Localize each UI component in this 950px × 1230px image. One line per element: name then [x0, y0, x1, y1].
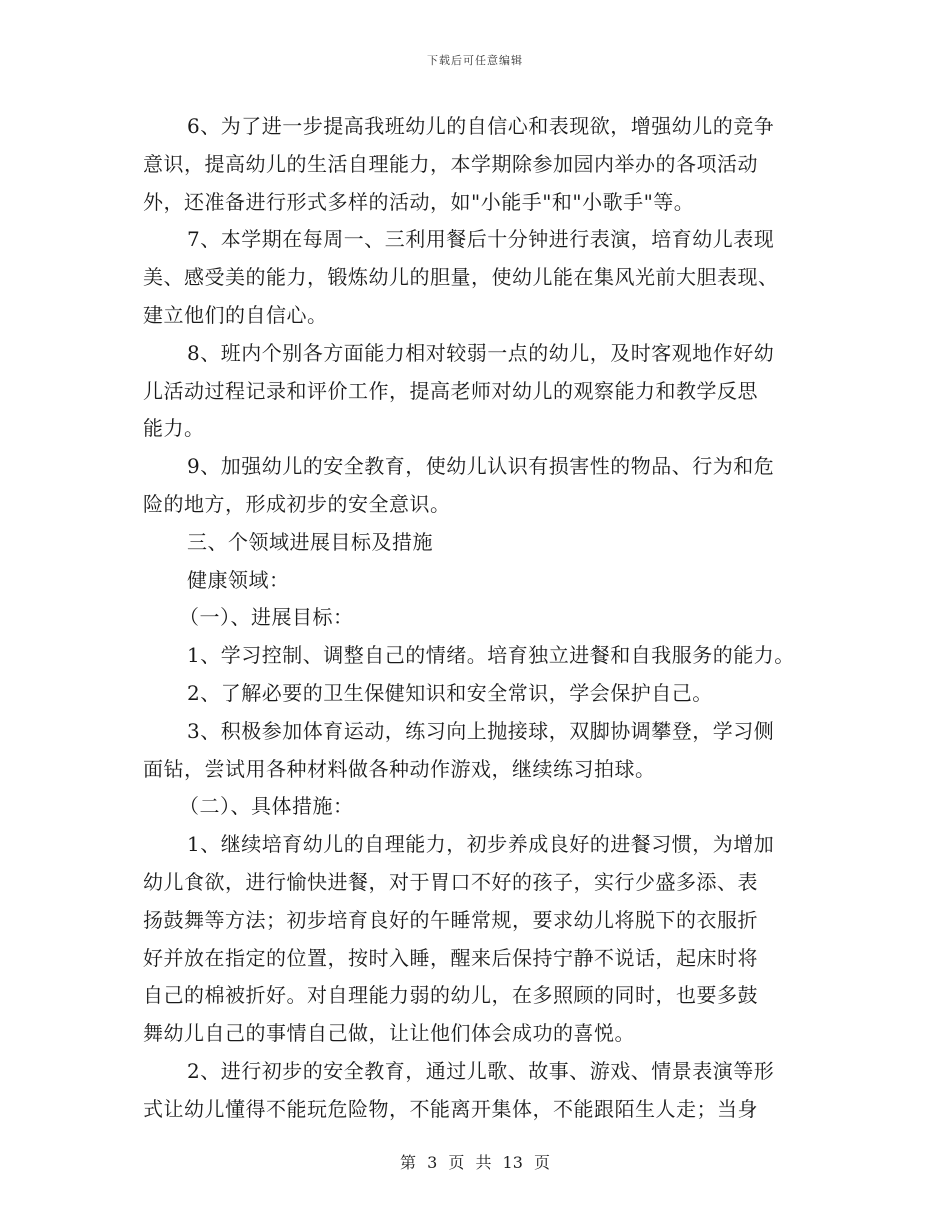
- text-line: 美、感受美的能力，锻炼幼儿的胆量，使幼儿能在集风光前大胆表现、: [143, 265, 779, 290]
- document-body: [143, 108, 823, 1129]
- text-line: （二）、具体措施：: [179, 794, 354, 819]
- text-line: 扬鼓舞等方法；初步培育良好的午睡常规，要求幼儿将脱下的衣服折: [143, 907, 758, 932]
- text-line: 儿活动过程记录和评价工作，提高老师对幼儿的观察能力和教学反思: [143, 378, 758, 403]
- text-line: 健康领域：: [187, 567, 290, 592]
- text-line: 险的地方，形成初步的安全意识。: [143, 491, 451, 516]
- text-line: 好并放在指定的位置，按时入睡，醒来后保持宁静不说话，起床时将: [143, 945, 758, 970]
- text-line: 能力。: [143, 416, 205, 441]
- text-line: 2、了解必要的卫生保健知识和安全常识，学会保护自己。: [187, 680, 713, 705]
- text-line: （一）、进展目标：: [179, 605, 354, 630]
- text-line: 6、为了进一步提高我班幼儿的自信心和表现欲，增强幼儿的竞争: [187, 114, 775, 138]
- text-line: 式让幼儿懂得不能玩危险物，不能离开集体，不能跟陌生人走；当身: [143, 1096, 758, 1121]
- text-line: 三、个领域进展目标及措施: [187, 529, 433, 554]
- text-line: 幼儿食欲，进行愉快进餐，对于胃口不好的孩子，实行少盛多添、表: [143, 869, 758, 894]
- text-line: 面钻，尝试用各种材料做各种动作游戏，继续练习拍球。: [143, 756, 656, 781]
- text-line: 舞幼儿自己的事情自己做，让让他们体会成功的喜悦。: [143, 1021, 635, 1046]
- text-line: 建立他们的自信心。: [143, 302, 328, 327]
- text-line: 意识，提高幼儿的生活自理能力，本学期除参加园内举办的各项活动: [143, 151, 758, 176]
- text-line: 1、继续培育幼儿的自理能力，初步养成良好的进餐习惯，为增加: [187, 832, 775, 857]
- text-line: 9、加强幼儿的安全教育，使幼儿认识有损害性的物品、行为和危: [187, 454, 775, 479]
- text-line: 7、本学期在每周一、三利用餐后十分钟进行表演，培育幼儿表现: [187, 227, 775, 252]
- text-line: 1、学习控制、调整自己的情绪。培育独立进餐和自我服务的能力。: [187, 643, 795, 668]
- page-number: 第 3 页 共 13 页: [400, 1153, 550, 1172]
- text-line: 自己的棉被折好。对自理能力弱的幼儿，在多照顾的同时，也要多鼓: [143, 983, 758, 1008]
- text-line: 外，还准备进行形式多样的活动，如"小能手"和"小歌手"等。: [143, 189, 695, 214]
- text-line: 3、积极参加体育运动，练习向上抛接球，双脚协调攀登，学习侧: [187, 718, 775, 743]
- text-line: 8、班内个别各方面能力相对较弱一点的幼儿，及时客观地作好幼: [187, 340, 775, 365]
- text-line: 2、进行初步的安全教育，通过儿歌、故事、游戏、情景表演等形: [187, 1058, 775, 1083]
- page-header: 下载后可任意编辑: [427, 54, 523, 67]
